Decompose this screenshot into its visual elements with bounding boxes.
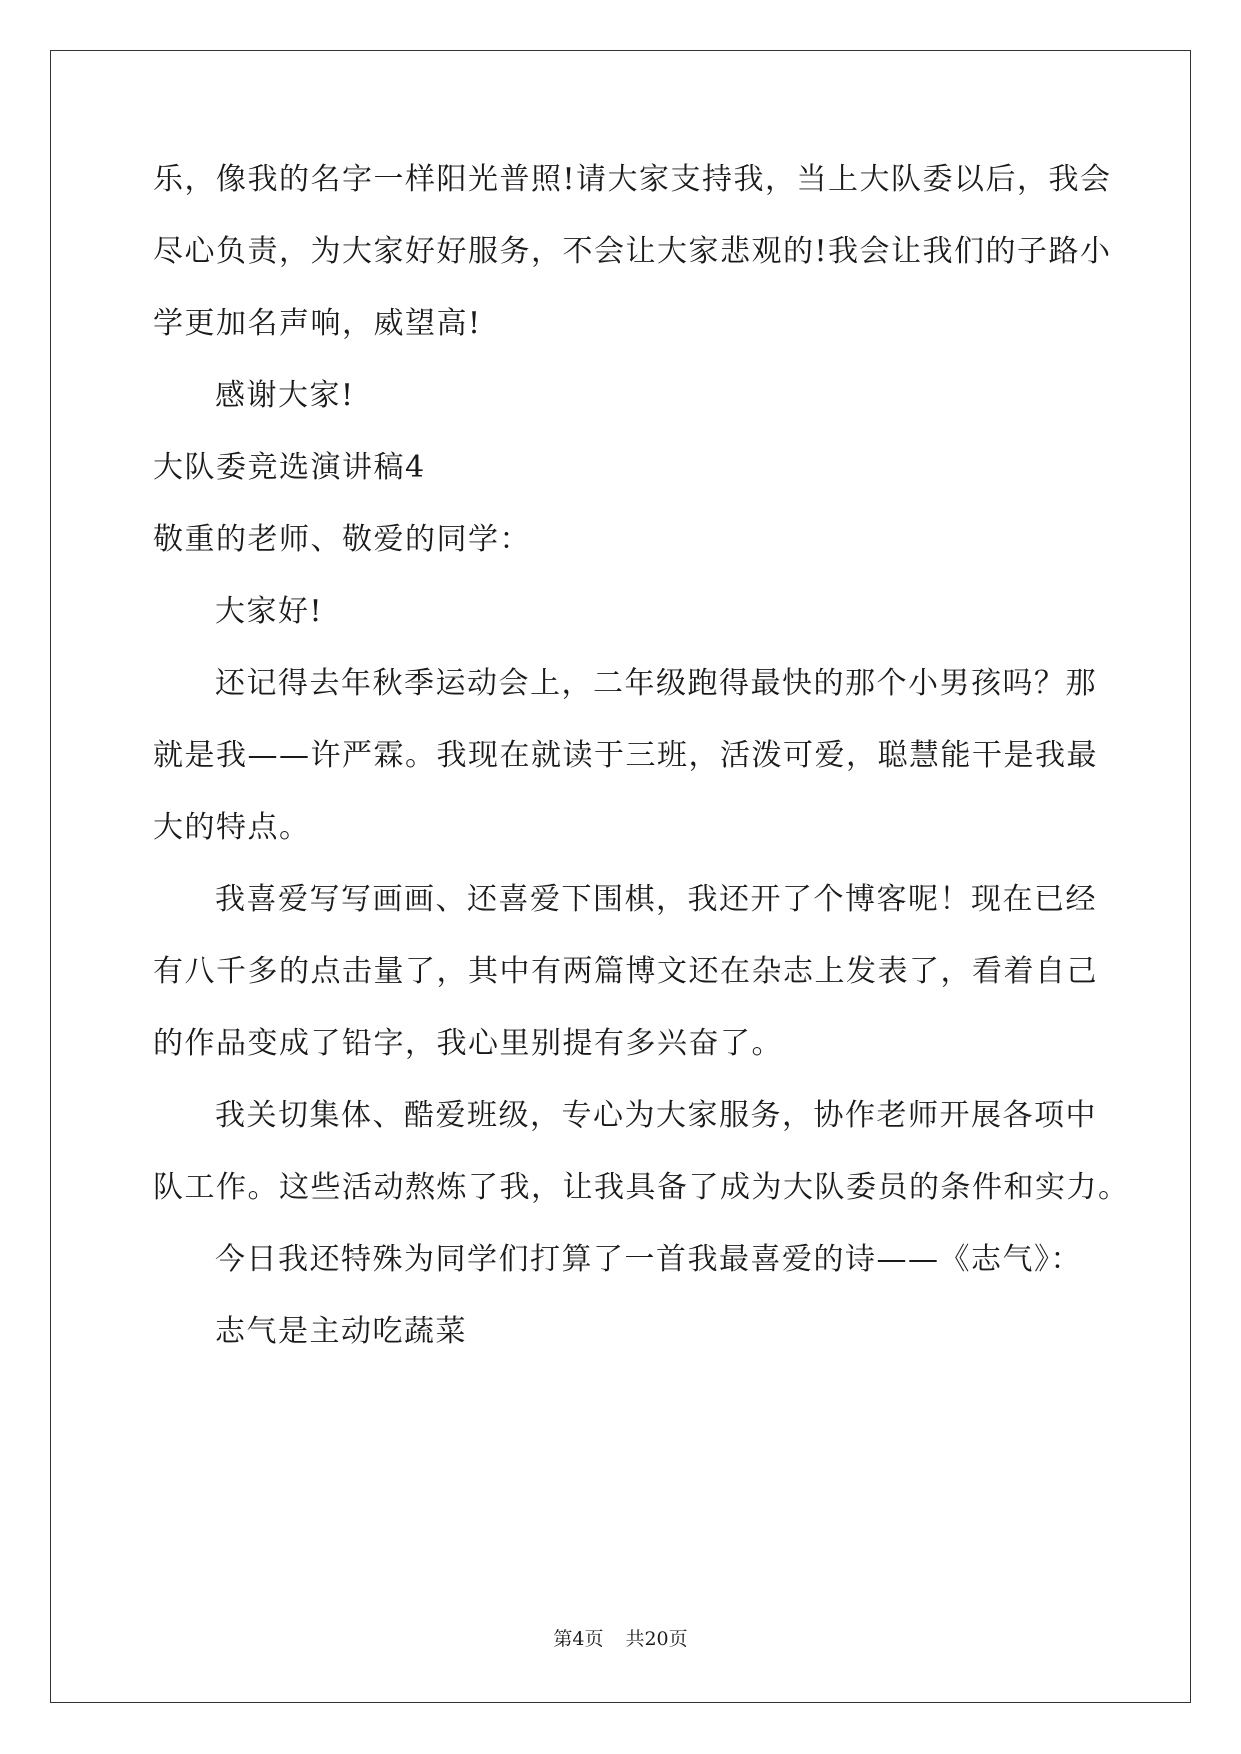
paragraph-line: 感谢大家! [215, 378, 355, 413]
paragraph-line: 大的特点。 [153, 810, 311, 845]
page-border [50, 50, 1191, 1703]
page-number: 第4页 [553, 1628, 604, 1650]
poem-line: 志气是主动吃蔬菜 [215, 1314, 467, 1349]
greeting: 大家好! [215, 594, 324, 629]
paragraph-line: 还记得去年秋季运动会上，二年级跑得最快的那个小男孩吗？那 [215, 666, 1097, 701]
paragraph-line: 就是我——许严霖。我现在就读于三班，活泼可爱，聪慧能干是我最 [153, 738, 1098, 773]
paragraph-line: 有八千多的点击量了，其中有两篇博文还在杂志上发表了，看着自己 [153, 954, 1098, 989]
paragraph-line: 乐，像我的名字一样阳光普照!请大家支持我，当上大队委以后，我会 [153, 162, 1112, 197]
paragraph-line: 我关切集体、酷爱班级，专心为大家服务，协作老师开展各项中 [215, 1098, 1097, 1133]
paragraph-line: 今日我还特殊为同学们打算了一首我最喜爱的诗——《志气》： [215, 1242, 1082, 1277]
paragraph-line: 尽心负责，为大家好好服务，不会让大家悲观的!我会让我们的子路小 [153, 234, 1112, 269]
page-total: 共20页 [625, 1628, 688, 1650]
paragraph-line: 队工作。这些活动熬炼了我，让我具备了成为大队委员的条件和实力。 [153, 1170, 1130, 1205]
paragraph-line: 的作品变成了铅字，我心里别提有多兴奋了。 [153, 1026, 783, 1061]
paragraph-line: 学更加名声响，威望高! [153, 306, 482, 341]
section-heading: 大队委竞选演讲稿4 [153, 450, 426, 485]
paragraph-line: 我喜爱写写画画、还喜爱下围棋，我还开了个博客呢！现在已经 [215, 882, 1097, 917]
page-footer [0, 1627, 1241, 1651]
salutation: 敬重的老师、敬爱的同学： [153, 522, 531, 557]
